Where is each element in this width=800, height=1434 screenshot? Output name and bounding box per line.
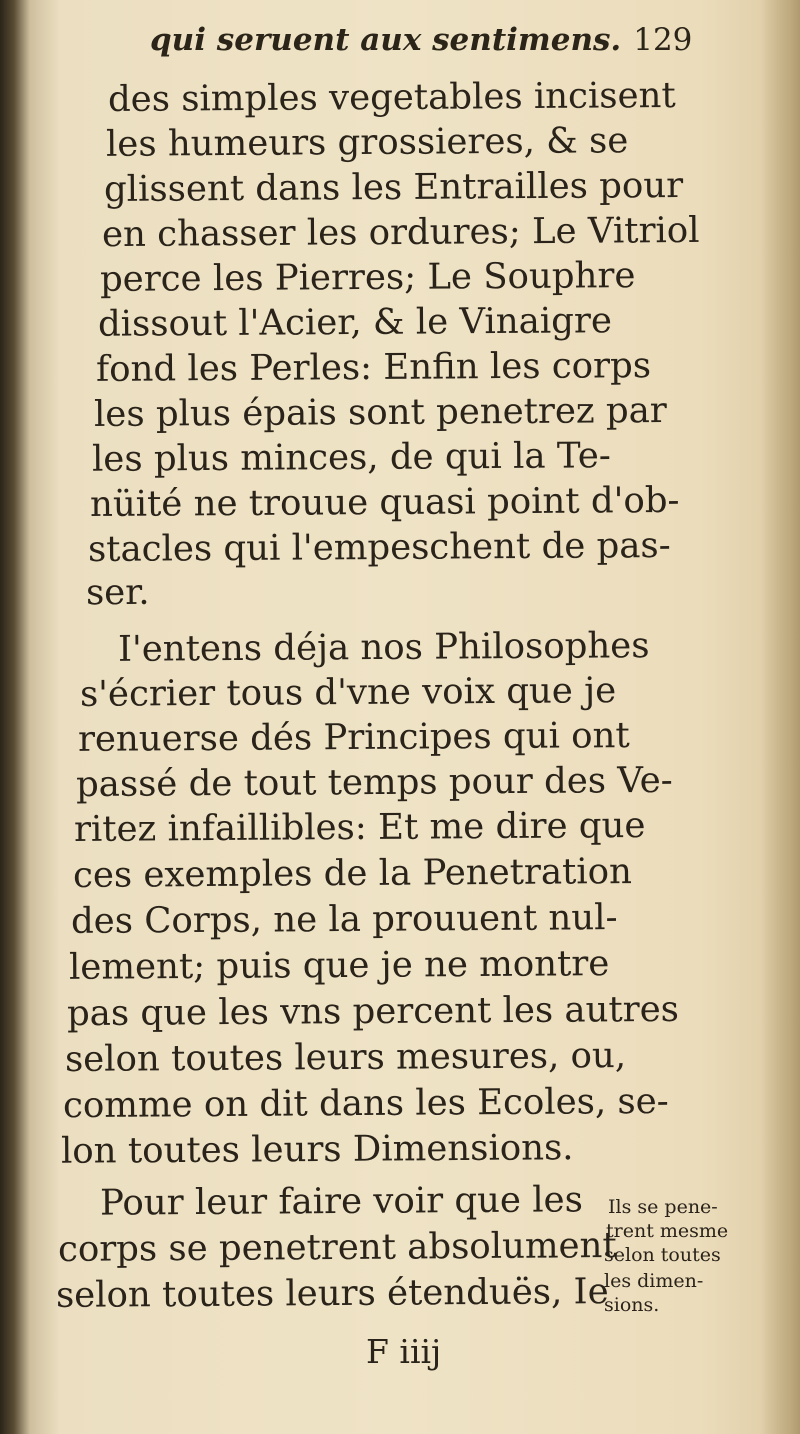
margin-note-line: selon toutes [604, 1244, 721, 1266]
text-line: fond les Perles: Enfin les corps [95, 345, 652, 390]
text-line: selon toutes leurs étenduës, Ie [55, 1271, 609, 1316]
text-line: en chasser les ordures; Le Vitriol [101, 209, 700, 256]
text-line: des simples vegetables incisent [107, 75, 676, 120]
text-line: les plus épais sont penetrez par [93, 390, 667, 435]
text-line: nüité ne trouue quasi point d'ob- [89, 479, 680, 526]
text-line: selon toutes leurs mesures, ou, [64, 1035, 627, 1080]
margin-note-line: trent mesme [606, 1220, 729, 1242]
text-line: perce les Pierres; Le Souphre [99, 255, 636, 300]
text-line: ser. [85, 571, 150, 614]
signature-mark: F iiij [366, 1332, 442, 1371]
page-number: 129 [633, 22, 693, 58]
running-header [150, 22, 693, 58]
text-line: glissent dans les Entrailles pour [103, 164, 684, 211]
text-line: comme on dit dans les Ecoles, se- [62, 1080, 669, 1127]
text-line: ces exemples de la Penetration [72, 851, 633, 896]
text-line: des Corps, ne la prouuent nul- [70, 897, 618, 942]
text-line: lement; puis que je ne montre [68, 943, 610, 988]
paragraph-start-line: Pour leur faire voir que les [99, 1179, 583, 1224]
text-line: les humeurs grossieres, & se [105, 120, 629, 165]
text-line: corps se penetrent absolument [57, 1225, 617, 1270]
text-line: les plus minces, de qui la Te- [91, 435, 611, 480]
margin-note-line: Ils se pene- [608, 1196, 718, 1218]
text-line: stacles qui l'empeschent de pas- [87, 524, 671, 571]
paragraph-start-line: I'entens déja nos Philosophes [117, 625, 650, 670]
text-line: s'écrier tous d'vne voix que je [79, 670, 617, 715]
text-line: passé de tout temps pour des Ve- [75, 759, 673, 806]
text-line: dissout l'Acier, & le Vinaigre [97, 300, 613, 345]
text-line: pas que les vns percent les autres [66, 988, 680, 1035]
text-line: ritez infaillibles: Et me dire que [73, 805, 646, 850]
text-line: renuerse dés Principes qui ont [77, 715, 630, 760]
text-line: lon toutes leurs Dimensions. [60, 1127, 574, 1172]
margin-note-line: sions. [604, 1294, 660, 1316]
running-title: qui seruent aux sentimens. [150, 22, 622, 58]
margin-note-line: les dimen- [604, 1270, 704, 1292]
